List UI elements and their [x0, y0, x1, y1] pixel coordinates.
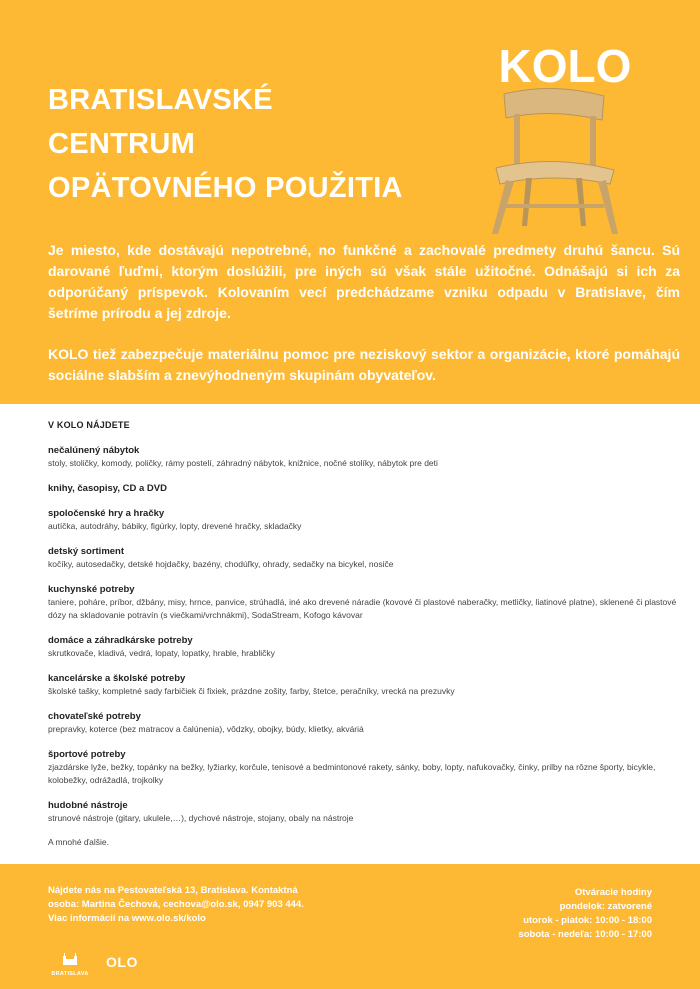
bratislava-logo-text: BRATISLAVA [51, 971, 89, 977]
category-items: školské tašky, kompletné sady farbičiek či fixiek, prázdne zošity, farby, štetce, peračníky, vrecká na prezuvky [48, 686, 455, 696]
list-item [48, 710, 678, 736]
category-items: autíčka, autodráhy, bábiky, figúrky, lopty, drevené hračky, skladačky [48, 521, 302, 531]
contact-line-1: Nájdete nás na Pestovateľská 13, Bratislava. Kontaktná [48, 885, 298, 896]
category-title: detský sortiment [48, 546, 125, 557]
list-item [48, 444, 678, 470]
opening-hours [518, 886, 652, 942]
intro-paragraph-1: Je miesto, kde dostávajú nepotrebné, no funkčné a zachovalé predmety druhú šancu. Sú darované ľuďmi, ktorým doslúžili, pre iných sú však stále užitočné. Odnášajú si ich za odporúčaný príspevok. Kolovaním vecí predchádzame vzniku odpadu v Bratislave, čím šetríme prírodu a jej zdroje. [48, 242, 680, 321]
castle-icon [63, 953, 77, 965]
category-title: hudobné nástroje [48, 800, 128, 811]
intro-text [48, 240, 680, 406]
list-item [48, 748, 678, 787]
olo-logo: OLO [106, 954, 138, 970]
kolo-logo [490, 40, 640, 92]
category-items: strunové nástroje (gitary, ukulele,…), dychové nástroje, stojany, obaly na nástroje [48, 813, 354, 823]
hours-weekdays: utorok - piatok: 10:00 - 18:00 [523, 915, 652, 926]
list-item [48, 482, 678, 495]
list-item [48, 634, 678, 660]
category-title: chovateľské potreby [48, 711, 141, 722]
category-items: kočíky, autosedačky, detské hojdačky, bazény, chodúľky, ohrady, sedačky na bicykel, nosiče [48, 559, 394, 569]
category-title: kuchynské potreby [48, 584, 135, 595]
chair-illustration [482, 76, 622, 236]
list-item [48, 799, 678, 825]
category-title: domáce a záhradkárske potreby [48, 635, 193, 646]
category-items: prepravky, koterce (bez matracov a čalúnenia), vôdzky, obojky, búdy, klietky, akváriá [48, 724, 364, 734]
more-note: A mnohé ďalšie. [48, 837, 109, 847]
category-title: spoločenské hry a hračky [48, 508, 165, 519]
hours-monday: pondelok: zatvorené [559, 901, 652, 912]
hours-title: Otváracie hodiny [574, 887, 652, 898]
hours-weekend: sobota - nedeľa: 10:00 - 17:00 [518, 929, 652, 940]
category-items: taniere, poháre, príbor, džbány, misy, hrnce, panvice, strúhadlá, iné ako drevené náradie (kovové či plastové naberačky, metličky, liatinové platne), sklenené či plastové dózy na skladovanie potravín (s viečkami/vrchnákmi), SodaStream, Kofogo kávovar [48, 597, 677, 620]
category-title: nečalúnený nábytok [48, 445, 140, 456]
title-line-2: CENTRUM [48, 128, 196, 160]
bratislava-logo [48, 952, 92, 978]
category-title: kancelárske a školské potreby [48, 673, 186, 684]
page-title [48, 78, 403, 210]
category-items: stoly, stoličky, komody, poličky, rámy postelí, záhradný nábytok, knižnice, nočné stolíky, nábytok pre deti [48, 458, 438, 468]
list-item [48, 672, 678, 698]
footer-banner [0, 864, 700, 989]
contact-line-2: osoba: Martina Čechová, cechova@olo.sk, 0947 903 444. [48, 899, 304, 910]
contact-info [48, 884, 358, 926]
list-heading: V KOLO NÁJDETE [48, 420, 130, 430]
category-items: skrutkovače, kladivá, vedrá, lopaty, lopatky, hrable, hrabličky [48, 648, 275, 658]
category-title: knihy, časopisy, CD a DVD [48, 483, 167, 494]
category-title: športové potreby [48, 749, 126, 760]
intro-paragraph-2: KOLO tiež zabezpečuje materiálnu pomoc pre neziskový sektor a organizácie, ktoré pomáhajú sociálne slabším a znevýhodneným skupinám obyvateľov. [48, 346, 680, 383]
contact-line-3: Viac informácií na www.olo.sk/kolo [48, 913, 206, 924]
list-item [48, 545, 678, 571]
title-line-1: BRATISLAVSKÉ [48, 84, 273, 116]
kolo-logo-text: KOLO [498, 40, 632, 92]
category-items: zjazdárske lyže, bežky, topánky na bežky, lyžiarky, korčule, tenisové a bedmintonové rakety, sánky, boby, lopty, nafukovačky, činky, prilby na rôzne športy, bicykle, kolobežky, odrážadlá, trojkolky [48, 762, 656, 785]
header-banner [0, 0, 700, 404]
list-item [48, 583, 678, 622]
items-list [48, 420, 678, 847]
title-line-3: OPÄTOVNÉHO POUŽITIA [48, 172, 403, 204]
list-item [48, 507, 678, 533]
